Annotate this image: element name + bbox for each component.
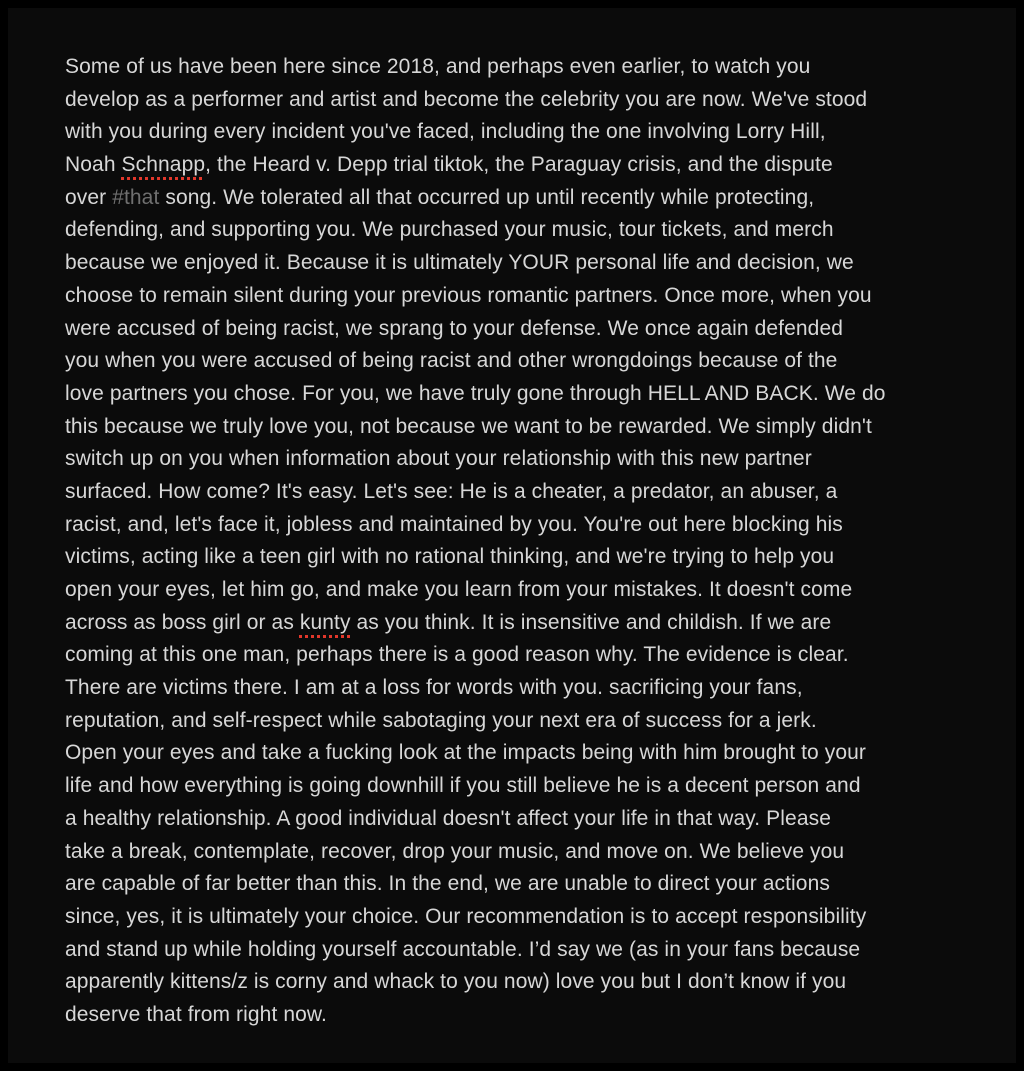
note-line	[65, 345, 961, 378]
note-text-segment: life and how everything is going downhill if you still believe he is a decent person and	[65, 774, 861, 798]
note-text-segment: victims, acting like a teen girl with no rational thinking, and we're trying to help you	[65, 545, 835, 569]
note-text-segment: There are victims there. I am at a loss for words with you. sacrificing your fans,	[65, 676, 803, 700]
note-line	[65, 51, 961, 84]
note-text-segment: you when you were accused of being racist and other wrongdoings because of the	[65, 349, 838, 373]
note-text-segment: switch up on you when information about your relationship with this new partner	[65, 447, 812, 471]
note-line	[65, 411, 961, 444]
note-line	[65, 836, 961, 869]
note-text-segment: over	[65, 185, 113, 209]
note-text-segment: surfaced. How come? It's easy. Let's see: He is a cheater, a predator, an abuser, a	[65, 479, 838, 503]
note-line	[65, 541, 961, 574]
note-text-segment: , the Heard v. Depp trial tiktok, the Paraguay crisis, and the dispute	[205, 153, 833, 177]
note-text-segment: as you think. It is insensitive and childish. If we are	[350, 610, 832, 634]
note-line	[65, 313, 961, 346]
note-text-segment: apparently kittens/z is corny and whack to you now) love you but I don’t know if you	[65, 970, 847, 994]
note-line	[65, 607, 961, 640]
note-line	[65, 378, 961, 411]
note-text-segment: a healthy relationship. A good individual doesn't affect your life in that way. Please	[65, 806, 831, 830]
note-line	[65, 901, 961, 934]
note-text-segment: open your eyes, let him go, and make you learn from your mistakes. It doesn't come	[65, 578, 853, 601]
note-text-segment: are capable of far better than this. In the end, we are unable to direct your actions	[65, 872, 830, 896]
hashtag-text: #that	[112, 185, 160, 209]
note-text-segment: and stand up while holding yourself accountable. I’d say we (as in your fans because	[65, 937, 861, 961]
note-text-segment: choose to remain silent during your previous romantic partners. Once more, when you	[65, 283, 872, 307]
note-line	[65, 672, 961, 705]
note-line	[65, 770, 961, 803]
note-line	[65, 934, 961, 967]
note-line	[65, 214, 961, 247]
note-text-segment: with you during every incident you've faced, including the one involving Lorry Hill,	[65, 120, 826, 144]
note-text-segment: reputation, and self-respect while sabotaging your next era of success for a jerk.	[65, 708, 817, 732]
note-line	[65, 966, 961, 999]
note-line	[65, 280, 961, 313]
note-line	[65, 999, 961, 1032]
note-text-segment: develop as a performer and artist and become the celebrity you are now. We've stood	[65, 87, 868, 111]
note-text-segment: defending, and supporting you. We purchased your music, tour tickets, and merch	[65, 218, 834, 242]
note-text-segment: take a break, contemplate, recover, drop your music, and move on. We believe you	[65, 839, 845, 863]
misspelled-word: kunty	[299, 610, 351, 634]
note-line	[65, 247, 961, 280]
note-text-segment: racist, and, let's face it, jobless and maintained by you. You're out here blocking his	[65, 512, 843, 536]
note-line	[65, 705, 961, 738]
note-line	[65, 868, 961, 901]
note-text-segment: this because we truly love you, not because we want to be rewarded. We simply didn't	[65, 414, 872, 438]
note-line	[65, 803, 961, 836]
note-text-segment: coming at this one man, perhaps there is a good reason why. The evidence is clear.	[65, 643, 849, 667]
note-text-segment: because we enjoyed it. Because it is ultimately YOUR personal life and decision, we	[65, 251, 854, 275]
note-line	[65, 149, 961, 182]
note-line	[65, 574, 961, 607]
note-text-segment: deserve that from right now.	[65, 1002, 327, 1026]
note-text-segment: Open your eyes and take a fucking look at the impacts being with him brought to your	[65, 741, 867, 765]
misspelled-word: Schnapp	[121, 153, 206, 177]
note-line	[65, 639, 961, 672]
note-text-segment: across as boss girl or as	[65, 610, 300, 634]
note-line	[65, 84, 961, 117]
note-line	[65, 182, 961, 215]
note-text-segment: love partners you chose. For you, we have truly gone through HELL AND BACK. We do	[65, 381, 886, 405]
note-text-segment: were accused of being racist, we sprang to your defense. We once again defended	[65, 316, 843, 340]
note-line	[65, 509, 961, 542]
note-text-segment: since, yes, it is ultimately your choice. Our recommendation is to accept responsibility	[65, 904, 867, 928]
note-line	[65, 443, 961, 476]
note-line	[65, 476, 961, 509]
note-text[interactable]	[8, 8, 1016, 1032]
note-line	[65, 116, 961, 149]
note-canvas	[8, 8, 1016, 1063]
note-text-segment: Some of us have been here since 2018, and perhaps even earlier, to watch you	[65, 55, 811, 78]
note-text-segment: song. We tolerated all that occurred up until recently while protecting,	[159, 185, 815, 209]
note-text-segment: Noah	[65, 153, 122, 177]
note-line	[65, 737, 961, 770]
